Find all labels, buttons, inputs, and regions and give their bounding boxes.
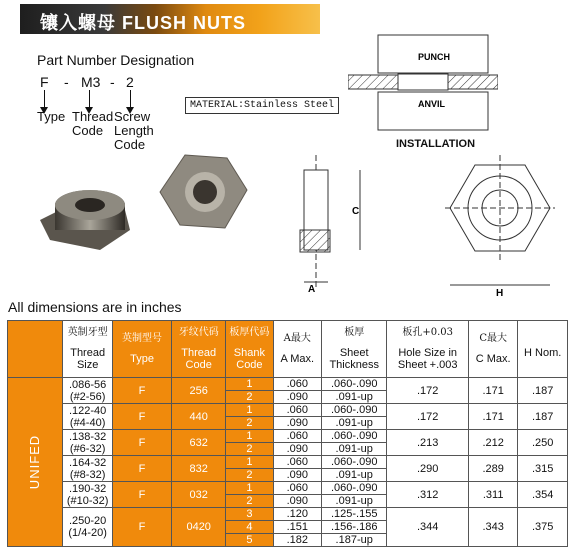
header-sheet-thickness: 板厚 Sheet Thickness [322, 321, 387, 378]
cell-c-max: .212 [469, 430, 518, 456]
table-row [8, 404, 568, 417]
installation-caption: INSTALLATION [396, 138, 476, 150]
cell-hole-size: .172 [387, 378, 469, 404]
cell-thread-size: .122-40 (#4-40) [63, 404, 113, 430]
cell-sheet-thickness: .156-.186 [322, 521, 387, 534]
cell-a-max: .090 [273, 443, 321, 456]
cell-sheet-thickness: .091-up [322, 443, 387, 456]
header-shank-code: 板厚代码 Shank Code [226, 321, 273, 378]
cell-c-max: .171 [469, 378, 518, 404]
cell-a-max: .151 [273, 521, 321, 534]
cell-shank-code: 4 [226, 521, 273, 534]
label-thread-code: Thread Code [72, 109, 114, 138]
cell-sheet-thickness: .091-up [322, 391, 387, 404]
cell-shank-code: 1 [226, 456, 273, 469]
dimensions-table [7, 320, 568, 547]
cell-shank-code: 2 [226, 443, 273, 456]
label-screw-length: Screw Length Code [114, 109, 154, 152]
cell-shank-code: 3 [226, 508, 273, 521]
table-header-row [8, 321, 568, 378]
cell-sheet-thickness: .060-.090 [322, 482, 387, 495]
side-label-header [8, 321, 63, 378]
cell-sheet-thickness: .091-up [322, 495, 387, 508]
punch-label: PUNCH [418, 52, 451, 62]
code-length: 2 [126, 74, 134, 90]
cell-h-nom: .315 [518, 456, 568, 482]
table-row [8, 508, 568, 521]
header-thread-code: 牙纹代码 Thread Code [172, 321, 226, 378]
cell-shank-code: 1 [226, 482, 273, 495]
cell-a-max: .090 [273, 417, 321, 430]
cell-a-max: .060 [273, 378, 321, 391]
cell-thread-size: .190-32 (#10-32) [63, 482, 113, 508]
cell-sheet-thickness: .060-.090 [322, 378, 387, 391]
table-row [8, 378, 568, 391]
cell-shank-code: 5 [226, 534, 273, 547]
cell-thread-code: 0420 [172, 508, 226, 547]
cell-a-max: .060 [273, 482, 321, 495]
cell-type: F [112, 378, 171, 404]
cell-type: F [112, 456, 171, 482]
cell-a-max: .090 [273, 391, 321, 404]
cell-thread-code: 256 [172, 378, 226, 404]
dim-c-label: C [352, 206, 360, 217]
cell-shank-code: 2 [226, 417, 273, 430]
cell-sheet-thickness: .060-.090 [322, 404, 387, 417]
cell-hole-size: .344 [387, 508, 469, 547]
label-type: Type [37, 109, 66, 124]
cell-shank-code: 2 [226, 469, 273, 482]
header-c-max: C最大 C Max. [469, 321, 518, 378]
side-view-drawing [290, 150, 390, 300]
cell-h-nom: .250 [518, 430, 568, 456]
table-row [8, 430, 568, 443]
cell-a-max: .060 [273, 404, 321, 417]
cell-type: F [112, 404, 171, 430]
header-type: 英制型号 Type [112, 321, 171, 378]
cell-sheet-thickness: .091-up [322, 417, 387, 430]
title-banner [20, 4, 320, 34]
cell-shank-code: 1 [226, 404, 273, 417]
cell-thread-code: 032 [172, 482, 226, 508]
part-number-heading: Part Number Designation [37, 52, 195, 68]
cell-h-nom: .354 [518, 482, 568, 508]
dimensions-note: All dimensions are in inches [8, 299, 182, 315]
cell-sheet-thickness: .091-up [322, 469, 387, 482]
anvil-label: ANVIL [418, 99, 445, 109]
cell-shank-code: 2 [226, 495, 273, 508]
cell-hole-size: .213 [387, 430, 469, 456]
dim-h-label: H [496, 288, 504, 299]
cell-h-nom: .375 [518, 508, 568, 547]
cell-thread-code: 832 [172, 456, 226, 482]
cell-thread-size: .086-56 (#2-56) [63, 378, 113, 404]
cell-c-max: .311 [469, 482, 518, 508]
cell-thread-size: .250-20 (1/4-20) [63, 508, 113, 547]
cell-a-max: .060 [273, 456, 321, 469]
cell-hole-size: .312 [387, 482, 469, 508]
page-title: 镶入螺母 FLUSH NUTS [40, 13, 246, 33]
header-hole-size: 板孔+0.03 Hole Size in Sheet +.003 [387, 321, 469, 378]
cell-sheet-thickness: .060-.090 [322, 430, 387, 443]
header-h-nom: H Nom. [518, 321, 568, 378]
code-thread: M3 [81, 74, 101, 90]
cell-hole-size: .290 [387, 456, 469, 482]
table-row [8, 456, 568, 469]
cell-a-max: .120 [273, 508, 321, 521]
cell-shank-code: 1 [226, 430, 273, 443]
nut-photo-side [30, 170, 140, 260]
cell-a-max: .090 [273, 469, 321, 482]
code-dash-1: - [64, 74, 69, 90]
cell-type: F [112, 430, 171, 456]
installation-diagram [348, 30, 498, 140]
dim-a-label: A [308, 284, 316, 295]
cell-shank-code: 1 [226, 378, 273, 391]
cell-shank-code: 2 [226, 391, 273, 404]
table-body [8, 378, 568, 547]
cell-thread-code: 632 [172, 430, 226, 456]
header-thread-size: 英制牙型 Thread Size [63, 321, 113, 378]
side-label [8, 378, 63, 547]
nut-photo-top [155, 150, 250, 235]
cell-c-max: .289 [469, 456, 518, 482]
cell-a-max: .060 [273, 430, 321, 443]
cell-sheet-thickness: .187-up [322, 534, 387, 547]
cell-a-max: .090 [273, 495, 321, 508]
cell-a-max: .182 [273, 534, 321, 547]
cell-c-max: .343 [469, 508, 518, 547]
table-row [8, 482, 568, 495]
cell-h-nom: .187 [518, 378, 568, 404]
cell-thread-code: 440 [172, 404, 226, 430]
top-view-drawing [440, 150, 560, 300]
cell-thread-size: .138-32 (#6-32) [63, 430, 113, 456]
cell-hole-size: .172 [387, 404, 469, 430]
header-a-max: A最大 A Max. [273, 321, 321, 378]
cell-sheet-thickness: .125-.155 [322, 508, 387, 521]
cell-type: F [112, 482, 171, 508]
code-dash-2: - [110, 74, 115, 90]
cell-sheet-thickness: .060-.090 [322, 456, 387, 469]
cell-type: F [112, 508, 171, 547]
cell-h-nom: .187 [518, 404, 568, 430]
cell-c-max: .171 [469, 404, 518, 430]
side-label-text: UNIFED [27, 434, 43, 489]
material-note: MATERIAL:Stainless Steel [185, 97, 339, 114]
code-type: F [40, 74, 49, 90]
cell-thread-size: .164-32 (#8-32) [63, 456, 113, 482]
